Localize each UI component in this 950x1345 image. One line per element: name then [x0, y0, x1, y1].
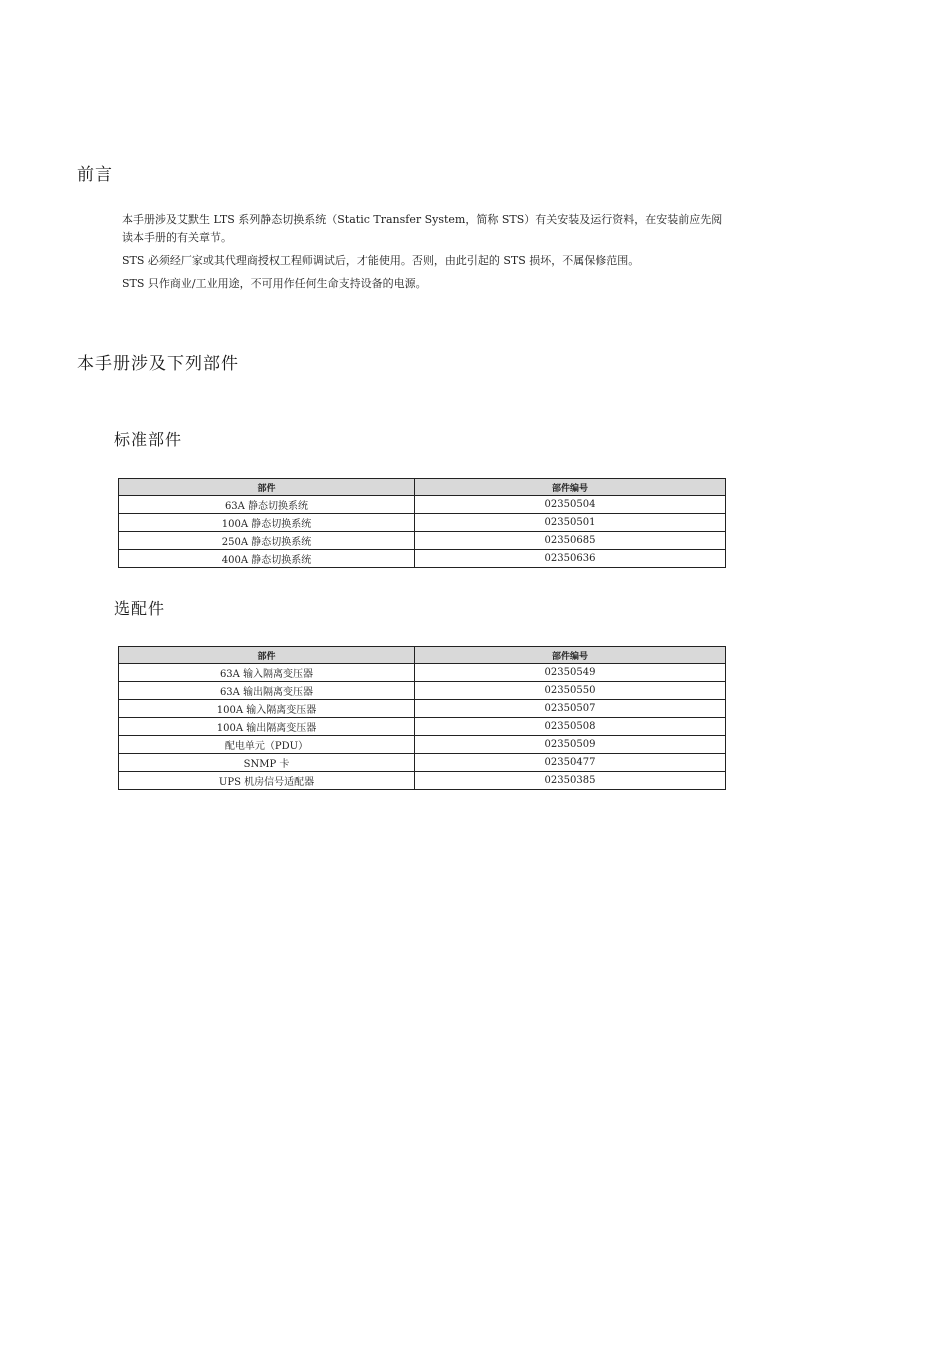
optional-parts-heading: 选配件 [114, 599, 166, 618]
part-number-cell: 02350385 [415, 772, 726, 790]
part-name-cell: SNMP 卡 [119, 754, 415, 772]
table-row [119, 754, 726, 772]
standard-parts-heading: 标准部件 [114, 430, 183, 449]
column-header-part-number: 部件编号 [415, 479, 726, 496]
part-name-cell: 100A 静态切换系统 [119, 514, 415, 532]
part-name-cell: UPS 机房信号适配器 [119, 772, 415, 790]
part-number-cell: 02350685 [415, 532, 726, 550]
table-row [119, 772, 726, 790]
part-number-cell: 02350550 [415, 682, 726, 700]
part-number-cell: 02350636 [415, 550, 726, 568]
part-number-cell: 02350501 [415, 514, 726, 532]
table-row [119, 514, 726, 532]
column-header-part: 部件 [119, 647, 415, 664]
part-name-cell: 63A 输入隔离变压器 [119, 664, 415, 682]
part-number-cell: 02350477 [415, 754, 726, 772]
table-row [119, 550, 726, 568]
preface-text [122, 211, 732, 298]
table-header-row [119, 647, 726, 664]
part-number-cell: 02350509 [415, 736, 726, 754]
part-number-cell: 02350504 [415, 496, 726, 514]
part-name-cell: 250A 静态切换系统 [119, 532, 415, 550]
part-number-cell: 02350549 [415, 664, 726, 682]
table-row [119, 736, 726, 754]
preface-paragraph: STS 只作商业/工业用途，不可用作任何生命支持设备的电源。 [122, 277, 427, 290]
table-row [119, 718, 726, 736]
optional-parts-table [118, 646, 726, 790]
part-number-cell: 02350507 [415, 700, 726, 718]
column-header-part: 部件 [119, 479, 415, 496]
part-number-cell: 02350508 [415, 718, 726, 736]
table-row [119, 682, 726, 700]
table-row [119, 664, 726, 682]
table-header-row [119, 479, 726, 496]
table-row [119, 700, 726, 718]
part-name-cell: 100A 输入隔离变压器 [119, 700, 415, 718]
table-row [119, 496, 726, 514]
part-name-cell: 配电单元（PDU） [119, 736, 415, 754]
part-name-cell: 100A 输出隔离变压器 [119, 718, 415, 736]
table-row [119, 532, 726, 550]
column-header-part-number: 部件编号 [415, 647, 726, 664]
preface-paragraph: 本手册涉及艾默生 LTS 系列静态切换系统（Static Transfer System，简称 STS）有关安装及运行资料，在安装前应先阅读本手册的有关章节。 [122, 213, 723, 244]
preface-heading: 前言 [77, 165, 113, 185]
parts-section-heading: 本手册涉及下列部件 [77, 354, 239, 374]
preface-paragraph: STS 必须经厂家或其代理商授权工程师调试后，才能使用。否则，由此引起的 STS 损坏，不属保修范围。 [122, 254, 640, 267]
part-name-cell: 63A 输出隔离变压器 [119, 682, 415, 700]
part-name-cell: 400A 静态切换系统 [119, 550, 415, 568]
part-name-cell: 63A 静态切换系统 [119, 496, 415, 514]
standard-parts-table [118, 478, 726, 568]
